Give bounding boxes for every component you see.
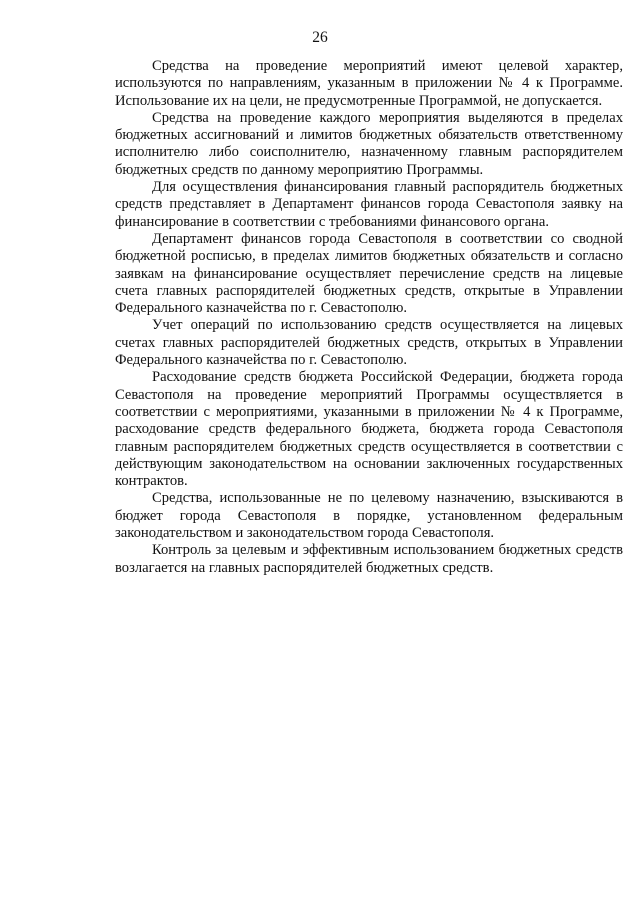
page-number: 26 bbox=[312, 29, 328, 46]
paragraph-accounting: Учет операций по использованию средств осуществляется на лицевых счетах главных распорядителей бюджетных средств, открытых в Управлении Федерального казначейства по г. Севастополю. bbox=[115, 317, 623, 369]
paragraph-misuse-recovery: Средства, использованные не по целевому назначению, взыскиваются в бюджет города Севастополя в порядке, установленном федеральным законодательством и законодательством города Севастополя. bbox=[115, 490, 623, 542]
paragraph-targeted-use: Средства на проведение мероприятий имеют целевой характер, используются по направлениям, указанным в приложении № 4 к Программе. Использование их на цели, не предусмотренные Программой, не допускается. bbox=[115, 58, 623, 109]
paragraph-spending: Расходование средств бюджета Российской Федерации, бюджета города Севастополя на проведение мероприятий Программы осуществляется в соответствии с мероприятиями, указанными в приложении № 4 к Программе, расходование средств федерального бюджета, бюджета города Севастополя главным распорядителем бюджетных средств осуществляется в соответствии с действующим законодательством на основании заключенных государственных контрактов. bbox=[115, 369, 623, 490]
paragraph-control: Контроль за целевым и эффективным использованием бюджетных средств возлагается на главных распорядителей бюджетных средств. bbox=[115, 542, 623, 576]
paragraph-allocation-limits: Средства на проведение каждого мероприятия выделяются в пределах бюджетных ассигнований и лимитов бюджетных обязательств ответственному исполнителю либо соисполнителю, назначенному главным распорядителем бюджетных средств по данному мероприятию Программы. bbox=[115, 109, 623, 178]
paragraph-finance-department-transfer: Департамент финансов города Севастополя в соответствии со сводной бюджетной росписью, в пределах лимитов бюджетных обязательств и согласно заявкам на финансирование осуществляет перечисление средств на лицевые счета главных распорядителей бюджетных средств, открытые в Управлении Федерального казначейства по г. Севастополю. bbox=[115, 230, 623, 317]
paragraph-financing-request: Для осуществления финансирования главный распорядитель бюджетных средств представляет в Департамент финансов города Севастополя заявку на финансирование в соответствии с требованиями финансового органа. bbox=[115, 179, 623, 230]
body-text bbox=[115, 58, 623, 577]
